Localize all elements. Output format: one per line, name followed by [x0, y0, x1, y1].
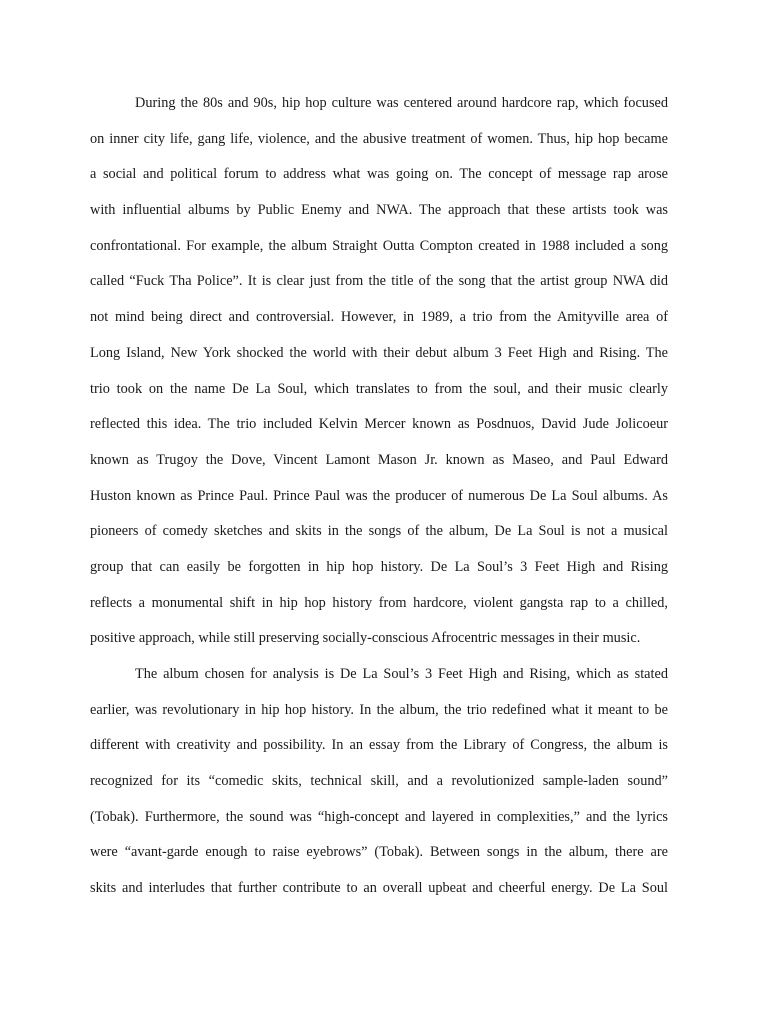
text-line: recognized for its “comedic skits, technical skill, and a revolutionized sample-laden sound” — [90, 773, 668, 790]
paragraph-1 — [90, 88, 668, 659]
text-line: called “Fuck Tha Police”. It is clear just from the title of the song that the artist group NWA did — [90, 273, 668, 290]
text-line: (Tobak). Furthermore, the sound was “high-concept and layered in complexities,” and the lyrics — [90, 808, 668, 825]
text-line: known as Trugoy the Dove, Vincent Lamont Mason Jr. known as Maseo, and Paul Edward — [90, 451, 668, 468]
text-line: The album chosen for analysis is De La Soul’s 3 Feet High and Rising, which as stated — [135, 666, 668, 682]
text-line: on inner city life, gang life, violence, and the abusive treatment of women. Thus, hip hop became — [90, 130, 668, 147]
text-line: positive approach, while still preserving socially-conscious Afrocentric messages in their music. — [90, 630, 641, 647]
text-line: pioneers of comedy sketches and skits in the songs of the album, De La Soul is not a musical — [90, 523, 668, 540]
text-line: skits and interludes that further contribute to an overall upbeat and cheerful energy. De La Soul — [90, 880, 668, 897]
paragraph-2 — [90, 659, 668, 909]
text-line: earlier, was revolutionary in hip hop history. In the album, the trio redefined what it meant to be — [90, 701, 668, 718]
text-line: with influential albums by Public Enemy and NWA. The approach that these artists took was — [90, 202, 668, 219]
text-line: not mind being direct and controversial. However, in 1989, a trio from the Amityville area of — [90, 309, 668, 326]
text-line: Huston known as Prince Paul. Prince Paul was the producer of numerous De La Soul albums. As — [90, 487, 668, 504]
text-line: reflected this idea. The trio included Kelvin Mercer known as Posdnuos, David Jude Jolicoeur — [90, 416, 668, 433]
text-line: confrontational. For example, the album Straight Outta Compton created in 1988 included a song — [90, 237, 668, 254]
text-line: During the 80s and 90s, hip hop culture was centered around hardcore rap, which focused — [135, 95, 668, 111]
text-line: reflects a monumental shift in hip hop history from hardcore, violent gangsta rap to a chilled, — [90, 594, 668, 611]
body-text — [90, 88, 668, 909]
text-line: group that can easily be forgotten in hip hop history. De La Soul’s 3 Feet High and Rising — [90, 558, 668, 575]
text-line: trio took on the name De La Soul, which translates to from the soul, and their music clearly — [90, 380, 668, 397]
text-line: a social and political forum to address what was going on. The concept of message rap arose — [90, 166, 668, 183]
text-line: Long Island, New York shocked the world with their debut album 3 Feet High and Rising. The — [90, 344, 668, 361]
text-line: were “avant-garde enough to raise eyebrows” (Tobak). Between songs in the album, there are — [90, 844, 668, 861]
text-line: different with creativity and possibility. In an essay from the Library of Congress, the album is — [90, 737, 668, 754]
